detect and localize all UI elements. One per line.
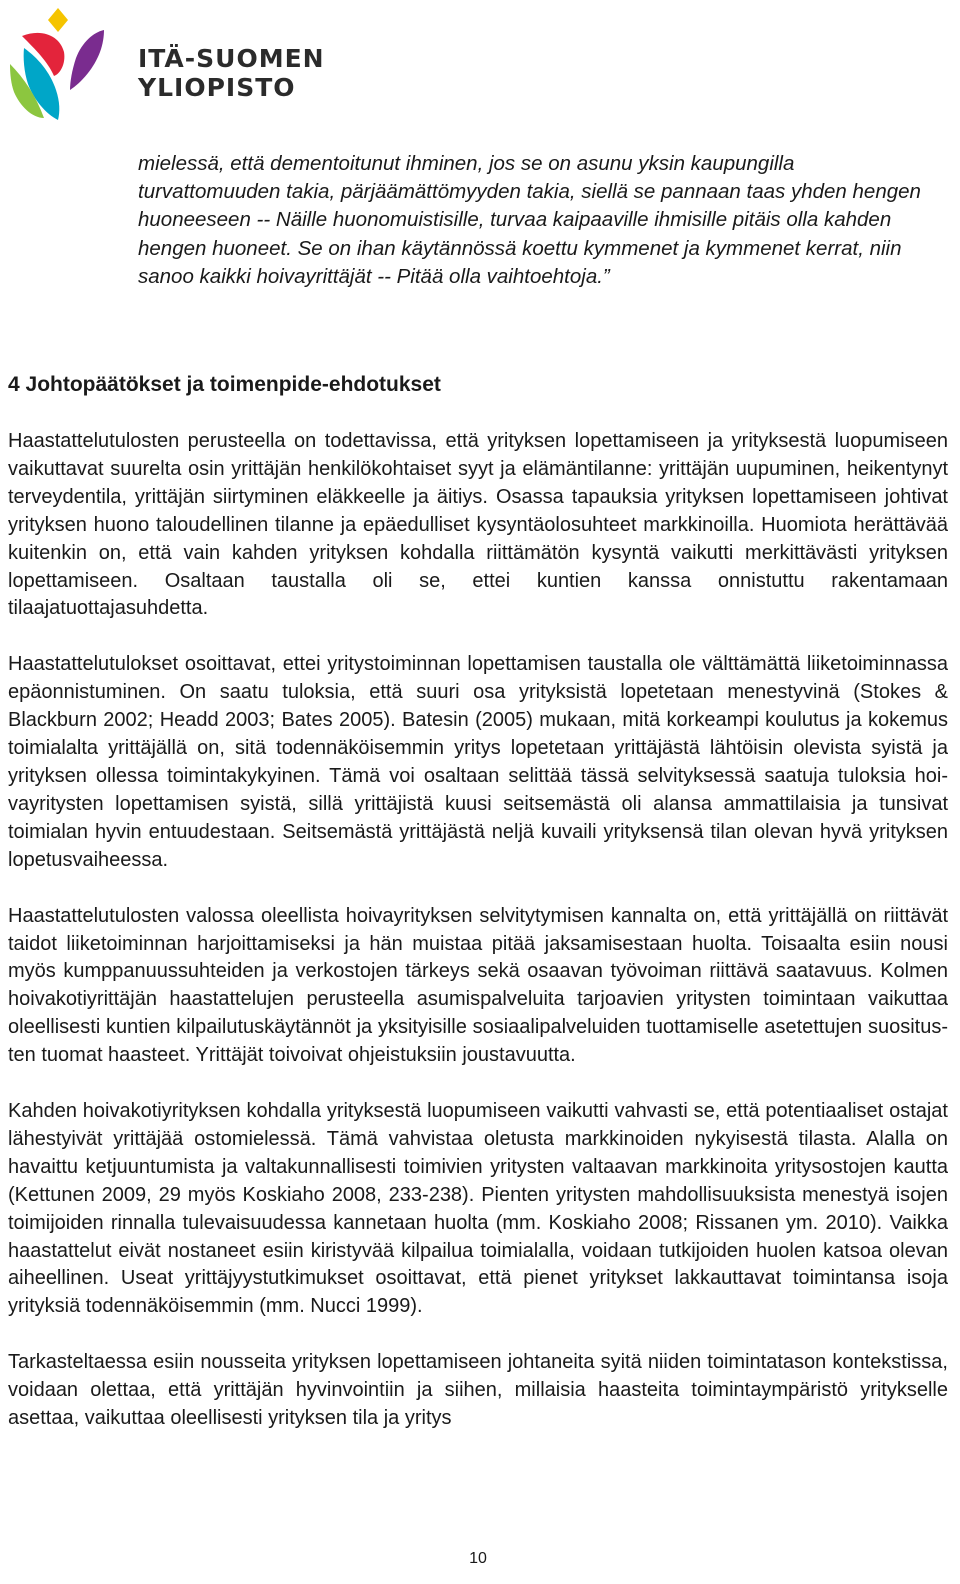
paragraph-1: Haastattelutulosten perusteella on todettavissa, että yrityksen lopettamiseen ja yrityksestä luopumiseen vaikuttavat suurelta osin yrittäjän henkilökohtaiset syyt ja elämäntilanne: yrittäjän uupuminen, heikentynyt terveydentila, yrittäjän siirtyminen eläkkeelle ja äitiys. Osassa tapauksia yrityksen lopettamiseen johtivat yrityksen huono taloudellinen tilanne ja epäedulliset kysyntäolosuhteet markkinoilla. Huomiota herättävää kuitenkin on, että vain kahden yrityksen kohdalla riittämätön kysyntä vaikutti merkittävästi yrityksen lopettamiseen. Osaltaan taustalla oli se, ettei kuntien kanssa onnistuttu rakentamaan tilaajatuottajasuhdetta. (8, 430, 948, 620)
university-logo-icon (8, 6, 118, 122)
body-text (8, 428, 948, 1461)
university-name-line2: YLIOPISTO (138, 73, 296, 102)
paragraph-2: Haastattelutulokset osoittavat, ettei yritystoiminnan lopettamisen taustalla ole välttämättä liiketoiminnassa epäonnistuminen. On saatu tuloksia, että suuri osa yrityksistä lopetetaan menestyvinä (Stokes & Blackburn 2002; Headd 2003; Bates 2005). Batesin (2005) mukaan, mitä korkeampi koulutus ja kokemus toimialalta yrittäjällä on, sitä todennäköisemmin yritys lopetetaan yrittäjästä lähtöisin olevista syistä ja yrityksen ollessa toimintakykyinen. Tämä voi osaltaan selittää tässä selvityksessä saatuja tuloksia hoivayritysten lopettamisen syistä, sillä yrittäjistä kuusi seitsemästä oli alansa ammattilaisia ja tunsivat toimialan hyvin entuudestaan. Seitsemästä yrittäjästä neljä kuvaili yrityksensä tilan olevan hyvä yrityksen lopetusvaiheessa. (8, 653, 948, 871)
paragraph-3: Haastattelutulosten valossa oleellista hoivayrityksen selvitytymisen kannalta on, että yrittäjällä on riittävät taidot liiketoiminnan harjoittamiseksi ja hän muistaa pitää jaksamisestaan huolta. Toisaalta esiin nousi myös kumppanuussuhteiden ja verkostojen tärkeys sekä osaavan työvoiman riittävä saatavuus. Kolmen hoivakotiyrittäjän haastattelujen perusteella asumispalveluita tarjoavien yritysten toimintaan vaikuttaa oleellisesti kuntien kilpailutuskäytännöt ja yksityisille sosiaalipalveluiden tuottamiselle asetettujen suositusten tuomat haasteet. Yrittäjät toivoivat ohjeistuksiin joustavuutta. (8, 904, 948, 1067)
paragraph-4: Kahden hoivakotiyrityksen kohdalla yrityksestä luopumiseen vaikutti vahvasti se, että potentiaaliset ostajat lähestyivät yrittäjää ostomielessä. Tämä vahvistaa oletusta markkinoiden nykyisestä tilasta. Alalla on havaittu ketjuuntumista ja valtakunnallisesti toimivien yritysten valtaavan markkinoita yritysostojen kautta (Kettunen 2009, 29 myös Koskiaho 2008, 233-238). Pienten yritysten mahdollisuuksista menestyä isojen toimijoiden rinnalla tulevaisuudessa kannetaan huolta (mm. Koskiaho 2008; Rissanen ym. 2010). Vaikka haastattelut eivät nostaneet esiin kiristyvää kilpailua toimialalla, voidaan tutkijoiden huolen katsoa olevan aiheellinen. Useat yrittäjyystutkimukset osoittavat, että pienet yritykset lakkauttavat toimintansa isoja yrityksiä todennäköisemmin (mm. Nucci 1999). (8, 1100, 948, 1318)
logo-purple-petal (70, 30, 104, 90)
interview-quote: mielessä, että dementoitunut ihminen, jos se on asunu yksin kaupungilla turvattomuuden takia, pärjäämättömyyden takia, siellä se pannaan taas yhden hengen huoneeseen -- Näille huonomuistisille, turvaa kaipaaville ihmisille pitäis olla kahden hengen huoneet. Se on ihan käytännössä koettu kymmenet ja kymmenet kerrat, niin sanoo kaikki hoivayrittäjät -- Pitää olla vaihtoehtoja.” (138, 152, 921, 288)
logo-yellow-petal (48, 8, 68, 32)
page-header (0, 0, 960, 130)
university-name (138, 44, 325, 102)
section-heading: 4 Johtopäätökset ja toimenpide-ehdotukset (8, 373, 441, 396)
paragraph-5: Tarkasteltaessa esiin nousseita yrityksen lopettamiseen johtaneita syitä niiden toimintatason kontekstissa, voidaan olettaa, että yrittäjän hyvinvointiin ja siihen, millaisia haasteita toimintaympäristö yritykselle asettaa, vaikuttaa oleellisesti yrityksen tila ja yritys (8, 1351, 948, 1430)
university-name-line1: ITÄ-SUOMEN (138, 44, 325, 73)
page-number: 10 (469, 1550, 487, 1567)
